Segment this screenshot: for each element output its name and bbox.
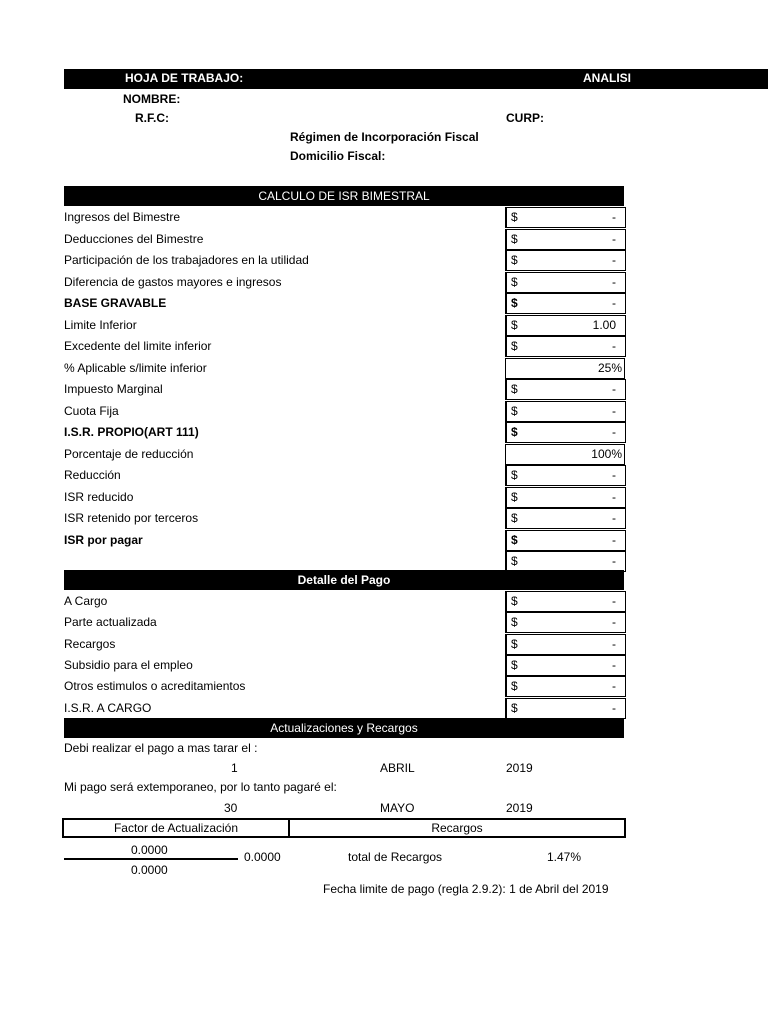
currency-symbol: $: [511, 296, 518, 310]
currency-symbol: $: [511, 615, 518, 630]
currency-symbol: $: [511, 468, 518, 482]
debi-month: ABRIL: [380, 761, 415, 775]
currency-symbol: $: [511, 511, 518, 525]
curp-label: CURP:: [506, 111, 544, 125]
debi-year: 2019: [506, 761, 533, 775]
calculo-value-cell[interactable]: [505, 229, 626, 250]
calculo-row-label: ISR reducido: [64, 489, 134, 504]
calculo-row: [64, 379, 624, 400]
calculo-value-cell[interactable]: [505, 487, 626, 508]
recargos-header: [288, 818, 626, 838]
calculo-value-cell[interactable]: [505, 422, 626, 443]
detalle-row: [64, 634, 624, 655]
calculo-row: [64, 250, 624, 271]
currency-symbol: $: [511, 403, 518, 418]
calculo-value: -: [612, 296, 616, 310]
currency-symbol: $: [511, 700, 518, 715]
calculo-row-label: Participación de los trabajadores en la utilidad: [64, 253, 309, 267]
calculo-row-label: Ingresos del Bimestre: [64, 210, 181, 224]
detalle-value-cell[interactable]: [505, 612, 626, 633]
calculo-value: -: [612, 511, 616, 525]
detalle-value-cell[interactable]: [505, 634, 626, 655]
currency-symbol: $: [511, 554, 518, 568]
currency-symbol: $: [511, 489, 518, 504]
calculo-row: [64, 487, 624, 508]
calculo-row-label: I.S.R. PROPIO(ART 111): [64, 425, 199, 439]
calculo-value: -: [612, 274, 616, 289]
worksheet-header-bar: [64, 69, 768, 89]
calculo-value: 100%: [591, 446, 622, 461]
detalle-value: -: [612, 700, 616, 715]
calculo-value: -: [612, 554, 616, 568]
detalle-value: -: [612, 594, 616, 608]
calculo-isr-title: CALCULO DE ISR BIMESTRAL: [64, 186, 624, 206]
calculo-row-label: Limite Inferior: [64, 317, 137, 332]
calculo-value: 25%: [597, 360, 622, 375]
calculo-value-cell[interactable]: [505, 315, 626, 336]
detalle-row-label: Recargos: [64, 636, 116, 651]
rfc-label: R.F.C:: [135, 111, 169, 125]
factor-numerator: 0.0000: [131, 843, 168, 857]
calculo-value: -: [612, 532, 616, 547]
currency-symbol: $: [511, 679, 518, 694]
detalle-row-label: A Cargo: [64, 594, 108, 608]
detalle-row: [64, 698, 624, 719]
detalle-row-label: Subsidio para el empleo: [64, 657, 193, 672]
calculo-row: [64, 530, 624, 551]
calculo-value: -: [612, 403, 616, 418]
calculo-row: [64, 358, 624, 379]
currency-symbol: $: [511, 425, 518, 439]
calculo-value-cell[interactable]: [505, 530, 626, 551]
calculo-row: [64, 465, 624, 486]
calculo-row: [64, 229, 624, 250]
detalle-value: -: [612, 615, 616, 630]
detalle-row-label: I.S.R. A CARGO: [64, 700, 152, 715]
calculo-value-cell[interactable]: [505, 207, 626, 228]
calculo-value: -: [612, 468, 616, 482]
detalle-row: [64, 591, 624, 612]
calculo-value-cell[interactable]: [505, 401, 626, 422]
calculo-value-cell[interactable]: [505, 272, 626, 293]
currency-symbol: $: [511, 210, 518, 224]
detalle-row: [64, 612, 624, 633]
calculo-value: -: [612, 339, 616, 353]
currency-symbol: $: [511, 636, 518, 651]
calculo-row-label: BASE GRAVABLE: [64, 296, 167, 310]
detalle-value: -: [612, 679, 616, 694]
calculo-row: [64, 315, 624, 336]
calculo-value: -: [612, 210, 616, 224]
currency-symbol: $: [511, 339, 518, 353]
analisi-label: ANALISI: [583, 71, 631, 85]
pago-month: MAYO: [380, 801, 415, 815]
domicilio-fiscal-label: Domicilio Fiscal:: [290, 149, 386, 163]
detalle-row: [64, 676, 624, 697]
currency-symbol: $: [511, 657, 518, 672]
detalle-value: -: [612, 657, 616, 672]
calculo-value-cell[interactable]: [505, 444, 625, 465]
detalle-row-label: Parte actualizada: [64, 615, 157, 630]
calculo-value-cell[interactable]: [505, 508, 626, 529]
mi-pago-text: Mi pago será extemporaneo, por lo tanto pagaré el:: [64, 780, 337, 794]
calculo-row-label: ISR retenido por terceros: [64, 511, 199, 525]
fecha-limite-pago: Fecha limite de pago (regla 2.9.2): 1 de Abril del 2019: [323, 882, 609, 896]
total-recargos-label: total de Recargos: [348, 850, 443, 864]
calculo-row: [64, 422, 624, 443]
calculo-row-label: Excedente del limite inferior: [64, 339, 212, 353]
factor-result: 0.0000: [244, 850, 281, 864]
detalle-value-cell[interactable]: [505, 698, 626, 719]
pago-year: 2019: [506, 801, 533, 815]
actualizaciones-title: Actualizaciones y Recargos: [64, 718, 624, 738]
calculo-value: -: [612, 382, 616, 396]
calculo-value-cell[interactable]: [505, 379, 626, 400]
calculo-row-label: Cuota Fija: [64, 403, 119, 418]
calculo-row: [64, 444, 624, 465]
calculo-value-cell[interactable]: [505, 336, 626, 357]
calculo-row-label: Impuesto Marginal: [64, 382, 163, 396]
factor-denominator: 0.0000: [131, 863, 168, 877]
detalle-value-cell[interactable]: [505, 676, 626, 697]
currency-symbol: $: [511, 253, 518, 267]
calculo-value-cell[interactable]: [505, 465, 626, 486]
calculo-row: [64, 336, 624, 357]
total-recargos-value: 1.47%: [547, 850, 582, 864]
detalle-value-cell[interactable]: [505, 655, 626, 676]
detalle-value: -: [612, 636, 616, 651]
calculo-row: [64, 508, 624, 529]
calculo-row: [64, 272, 624, 293]
calculo-row-label: % Aplicable s/limite inferior: [64, 360, 207, 375]
calculo-value: -: [612, 253, 616, 267]
calculo-row: [64, 551, 624, 572]
recargos-header-label: Recargos: [431, 821, 483, 835]
debi-realizar-text: Debi realizar el pago a mas tarar el :: [64, 741, 258, 755]
calculo-row-label: Reducción: [64, 468, 121, 482]
calculo-value: 1.00: [592, 317, 616, 332]
currency-symbol: $: [511, 382, 518, 396]
calculo-value: -: [612, 489, 616, 504]
calculo-value-cell[interactable]: [505, 293, 626, 314]
calculo-value-cell[interactable]: [505, 358, 625, 379]
detalle-row-label: Otros estimulos o acreditamientos: [64, 679, 246, 694]
currency-symbol: $: [511, 594, 518, 608]
calculo-row-label: ISR por pagar: [64, 532, 143, 547]
debi-day: 1: [231, 761, 238, 775]
calculo-row-label: Porcentaje de reducción: [64, 446, 194, 461]
detalle-value-cell[interactable]: [505, 591, 626, 612]
calculo-row: [64, 293, 624, 314]
detalle-row: [64, 655, 624, 676]
currency-symbol: $: [511, 532, 518, 547]
calculo-row: [64, 207, 624, 228]
hoja-de-trabajo-label: HOJA DE TRABAJO:: [125, 71, 244, 85]
fraction-line: [64, 858, 238, 860]
nombre-label: NOMBRE:: [123, 92, 181, 106]
detalle-pago-title: Detalle del Pago: [64, 570, 624, 590]
calculo-value-cell[interactable]: [505, 250, 626, 271]
calculo-row: [64, 401, 624, 422]
factor-header-label: Factor de Actualización: [113, 821, 239, 835]
currency-symbol: $: [511, 274, 518, 289]
regimen-label: Régimen de Incorporación Fiscal: [290, 130, 479, 144]
factor-actualizacion-header: [62, 818, 290, 838]
calculo-row-label: Diferencia de gastos mayores e ingresos: [64, 274, 282, 289]
calculo-value-cell[interactable]: [505, 551, 626, 572]
calculo-row-label: Deducciones del Bimestre: [64, 231, 204, 246]
currency-symbol: $: [511, 231, 518, 246]
calculo-value: -: [612, 231, 616, 246]
calculo-value: -: [612, 425, 616, 439]
pago-day: 30: [224, 801, 238, 815]
currency-symbol: $: [511, 317, 518, 332]
